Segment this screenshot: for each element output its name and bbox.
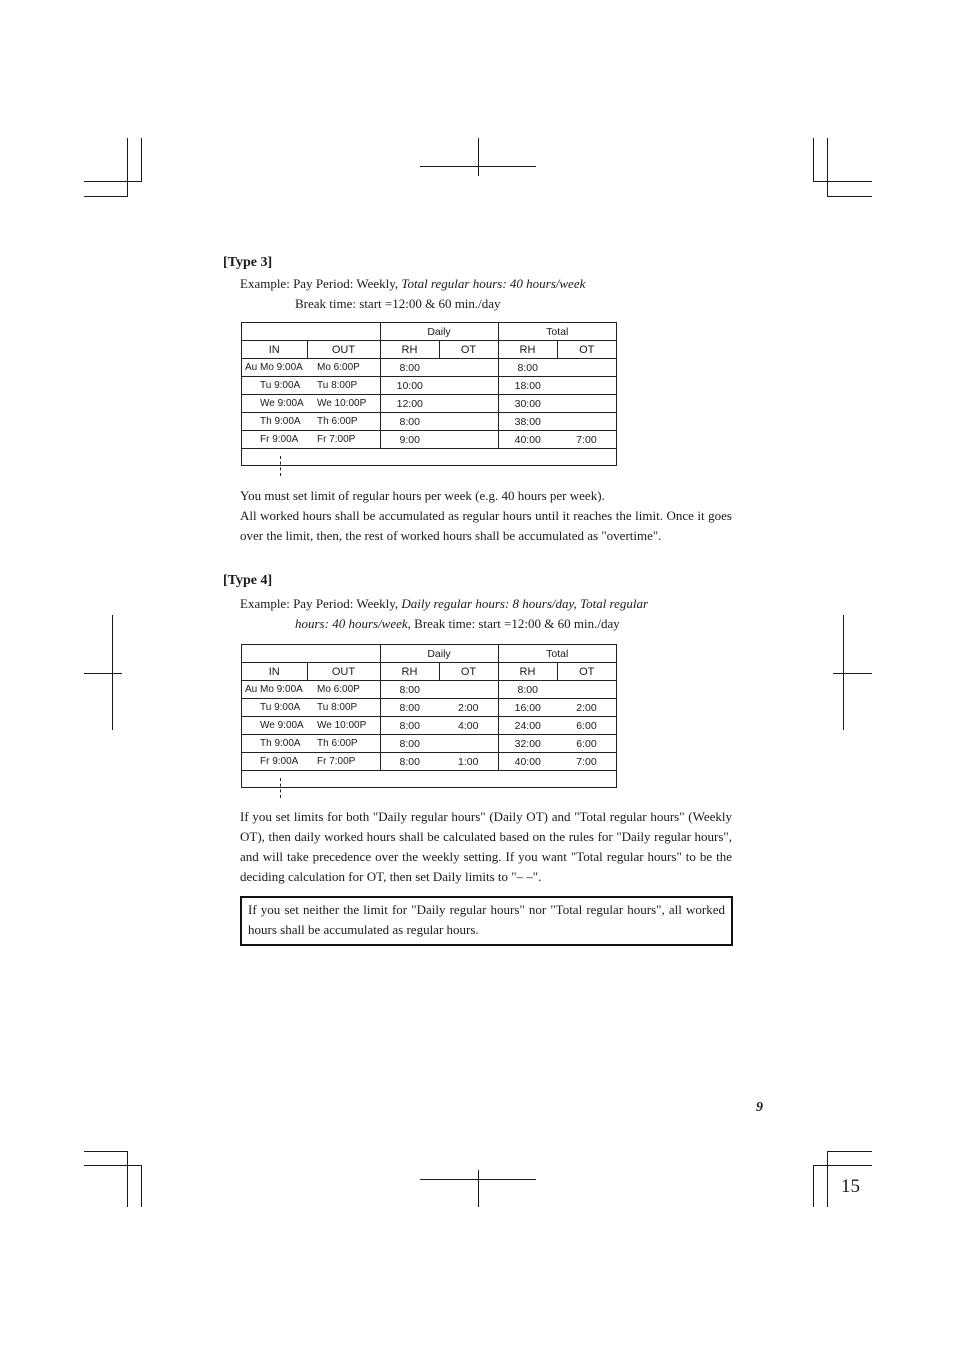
type3-note-2: All worked hours shall be accumulated as regular hours until it reaches the limit. Once it goes over the limit, then, the rest of worked hours shall be accumulated as "overtime". bbox=[240, 508, 732, 543]
cell-out: We 10:00P bbox=[307, 395, 380, 413]
page-number: 15 bbox=[841, 1176, 860, 1197]
crop-mark bbox=[141, 1165, 142, 1207]
col-header-ot: OT bbox=[557, 341, 616, 359]
continuation-tick bbox=[280, 778, 281, 798]
cell-total-ot: 7:00 bbox=[557, 753, 616, 771]
cell-total-ot bbox=[557, 413, 616, 431]
type4-table bbox=[241, 644, 617, 788]
table-row bbox=[242, 395, 616, 413]
cell-total-rh: 8:00 bbox=[498, 359, 557, 377]
col-header-out: OUT bbox=[307, 341, 380, 359]
cell-total-ot: 6:00 bbox=[557, 717, 616, 735]
cell-total-ot bbox=[557, 359, 616, 377]
cell-in: Fr 9:00A bbox=[242, 753, 307, 771]
type3-break-line: Break time: start =12:00 & 60 min./day bbox=[295, 296, 501, 311]
cell-daily-ot bbox=[439, 377, 498, 395]
table-blank-row bbox=[242, 449, 616, 466]
cell-out: Mo 6:00P bbox=[307, 681, 380, 699]
table-row bbox=[242, 699, 616, 717]
table-row bbox=[242, 377, 616, 395]
cell-total-rh: 40:00 bbox=[498, 431, 557, 449]
crop-mark bbox=[84, 1151, 128, 1152]
cell-daily-rh: 8:00 bbox=[380, 735, 439, 753]
cell-daily-rh: 12:00 bbox=[380, 395, 439, 413]
crop-mark bbox=[813, 181, 872, 182]
col-header-rh: RH bbox=[380, 663, 439, 681]
cell-daily-ot: 1:00 bbox=[439, 753, 498, 771]
cell-total-ot bbox=[557, 395, 616, 413]
crop-mark bbox=[84, 673, 122, 674]
cell-out: Th 6:00P bbox=[307, 735, 380, 753]
col-header-in: IN bbox=[242, 341, 307, 359]
crop-mark bbox=[827, 138, 828, 196]
crop-mark bbox=[827, 196, 872, 197]
col-header-rh: RH bbox=[498, 341, 557, 359]
type4-heading: [Type 4] bbox=[223, 573, 273, 588]
cell-total-rh: 30:00 bbox=[498, 395, 557, 413]
crop-mark bbox=[833, 673, 872, 674]
cell-in: Au Mo 9:00A bbox=[242, 681, 307, 699]
crop-mark bbox=[84, 1165, 141, 1166]
group-header-total: Total bbox=[498, 323, 616, 341]
cell-daily-rh: 9:00 bbox=[380, 431, 439, 449]
type3-heading: [Type 3] bbox=[223, 255, 273, 270]
table-row bbox=[242, 753, 616, 771]
cell-daily-rh: 8:00 bbox=[380, 681, 439, 699]
group-header-daily: Daily bbox=[380, 645, 498, 663]
col-header-in: IN bbox=[242, 663, 307, 681]
type3-table bbox=[241, 322, 617, 466]
cell-daily-ot bbox=[439, 413, 498, 431]
type3-example-prefix: Example: Pay Period: Weekly, bbox=[240, 276, 402, 291]
cell-in: Tu 9:00A bbox=[242, 699, 307, 717]
crop-mark bbox=[827, 1151, 828, 1207]
group-header-total: Total bbox=[498, 645, 616, 663]
cell-total-ot: 7:00 bbox=[557, 431, 616, 449]
type3-example-italic: Total regular hours: 40 hours/week bbox=[401, 276, 586, 291]
crop-mark bbox=[827, 1151, 872, 1152]
page-number-italic: 9 bbox=[756, 1100, 763, 1115]
table-row bbox=[242, 681, 616, 699]
type4-example-italic-2: hours: 40 hours/week bbox=[295, 616, 408, 631]
cell-daily-ot bbox=[439, 735, 498, 753]
cell-out: Tu 8:00P bbox=[307, 377, 380, 395]
cell-in: We 9:00A bbox=[242, 717, 307, 735]
cell-total-rh: 8:00 bbox=[498, 681, 557, 699]
type3-example bbox=[240, 276, 585, 292]
crop-mark bbox=[478, 138, 479, 176]
type4-example-cont bbox=[295, 616, 620, 632]
cell-out: Fr 7:00P bbox=[307, 431, 380, 449]
table-row bbox=[242, 359, 616, 377]
cell-daily-ot: 2:00 bbox=[439, 699, 498, 717]
type3-note-1: You must set limit of regular hours per week (e.g. 40 hours per week). bbox=[240, 488, 605, 503]
col-header-rh: RH bbox=[380, 341, 439, 359]
cell-total-ot: 2:00 bbox=[557, 699, 616, 717]
crop-mark bbox=[127, 138, 128, 196]
cell-daily-rh: 8:00 bbox=[380, 753, 439, 771]
cell-total-rh: 40:00 bbox=[498, 753, 557, 771]
crop-mark bbox=[478, 1170, 479, 1207]
crop-mark bbox=[127, 1151, 128, 1207]
table-row bbox=[242, 735, 616, 753]
cell-total-rh: 18:00 bbox=[498, 377, 557, 395]
cell-daily-ot bbox=[439, 681, 498, 699]
cell-daily-ot bbox=[439, 431, 498, 449]
boxed-note: If you set neither the limit for "Daily regular hours" nor "Total regular hours", all worked hours shall be accumulated as regular hours. bbox=[240, 896, 733, 946]
crop-mark bbox=[84, 196, 128, 197]
cell-total-ot bbox=[557, 377, 616, 395]
crop-mark bbox=[813, 1165, 814, 1207]
type3-notes bbox=[240, 486, 732, 546]
cell-total-rh: 24:00 bbox=[498, 717, 557, 735]
crop-mark bbox=[84, 181, 141, 182]
cell-out: Mo 6:00P bbox=[307, 359, 380, 377]
crop-mark bbox=[813, 138, 814, 182]
col-header-ot: OT bbox=[439, 341, 498, 359]
type4-example-italic-1: Daily regular hours: 8 hours/day, Total regular bbox=[401, 596, 649, 611]
cell-daily-rh: 8:00 bbox=[380, 717, 439, 735]
table-corner bbox=[242, 323, 380, 341]
col-header-ot: OT bbox=[557, 663, 616, 681]
cell-in: We 9:00A bbox=[242, 395, 307, 413]
cell-daily-ot: 4:00 bbox=[439, 717, 498, 735]
crop-mark bbox=[141, 138, 142, 182]
cell-out: We 10:00P bbox=[307, 717, 380, 735]
col-header-out: OUT bbox=[307, 663, 380, 681]
cell-in: Tu 9:00A bbox=[242, 377, 307, 395]
type4-note: If you set limits for both "Daily regular hours" (Daily OT) and "Total regular hours" (Weekly OT), then daily worked hours shall be calculated based on the rules for "Daily regular hours", and will take precedence over the weekly setting. If you want "Total regular hours" to be the deciding calculation for OT, then set Daily limits to "– –". bbox=[240, 809, 732, 884]
cell-out: Tu 8:00P bbox=[307, 699, 380, 717]
cell-total-rh: 32:00 bbox=[498, 735, 557, 753]
table-row bbox=[242, 431, 616, 449]
table-row bbox=[242, 413, 616, 431]
cell-total-ot: 6:00 bbox=[557, 735, 616, 753]
cell-in: Th 9:00A bbox=[242, 735, 307, 753]
cell-daily-rh: 10:00 bbox=[380, 377, 439, 395]
table-row bbox=[242, 717, 616, 735]
cell-in: Th 9:00A bbox=[242, 413, 307, 431]
cell-out: Fr 7:00P bbox=[307, 753, 380, 771]
cell-total-rh: 16:00 bbox=[498, 699, 557, 717]
cell-out: Th 6:00P bbox=[307, 413, 380, 431]
cell-daily-rh: 8:00 bbox=[380, 359, 439, 377]
cell-in: Fr 9:00A bbox=[242, 431, 307, 449]
type4-example-prefix: Example: Pay Period: Weekly, bbox=[240, 596, 402, 611]
table-corner bbox=[242, 645, 380, 663]
cell-total-rh: 38:00 bbox=[498, 413, 557, 431]
cell-daily-rh: 8:00 bbox=[380, 699, 439, 717]
cell-daily-ot bbox=[439, 395, 498, 413]
table-blank-row bbox=[242, 771, 616, 788]
cell-daily-ot bbox=[439, 359, 498, 377]
crop-mark bbox=[813, 1165, 872, 1166]
continuation-tick bbox=[280, 456, 281, 476]
cell-daily-rh: 8:00 bbox=[380, 413, 439, 431]
cell-in: Au Mo 9:00A bbox=[242, 359, 307, 377]
type4-example bbox=[240, 596, 648, 612]
group-header-daily: Daily bbox=[380, 323, 498, 341]
type4-example-suffix: , Break time: start =12:00 & 60 min./day bbox=[407, 616, 620, 631]
col-header-ot: OT bbox=[439, 663, 498, 681]
cell-total-ot bbox=[557, 681, 616, 699]
col-header-rh: RH bbox=[498, 663, 557, 681]
